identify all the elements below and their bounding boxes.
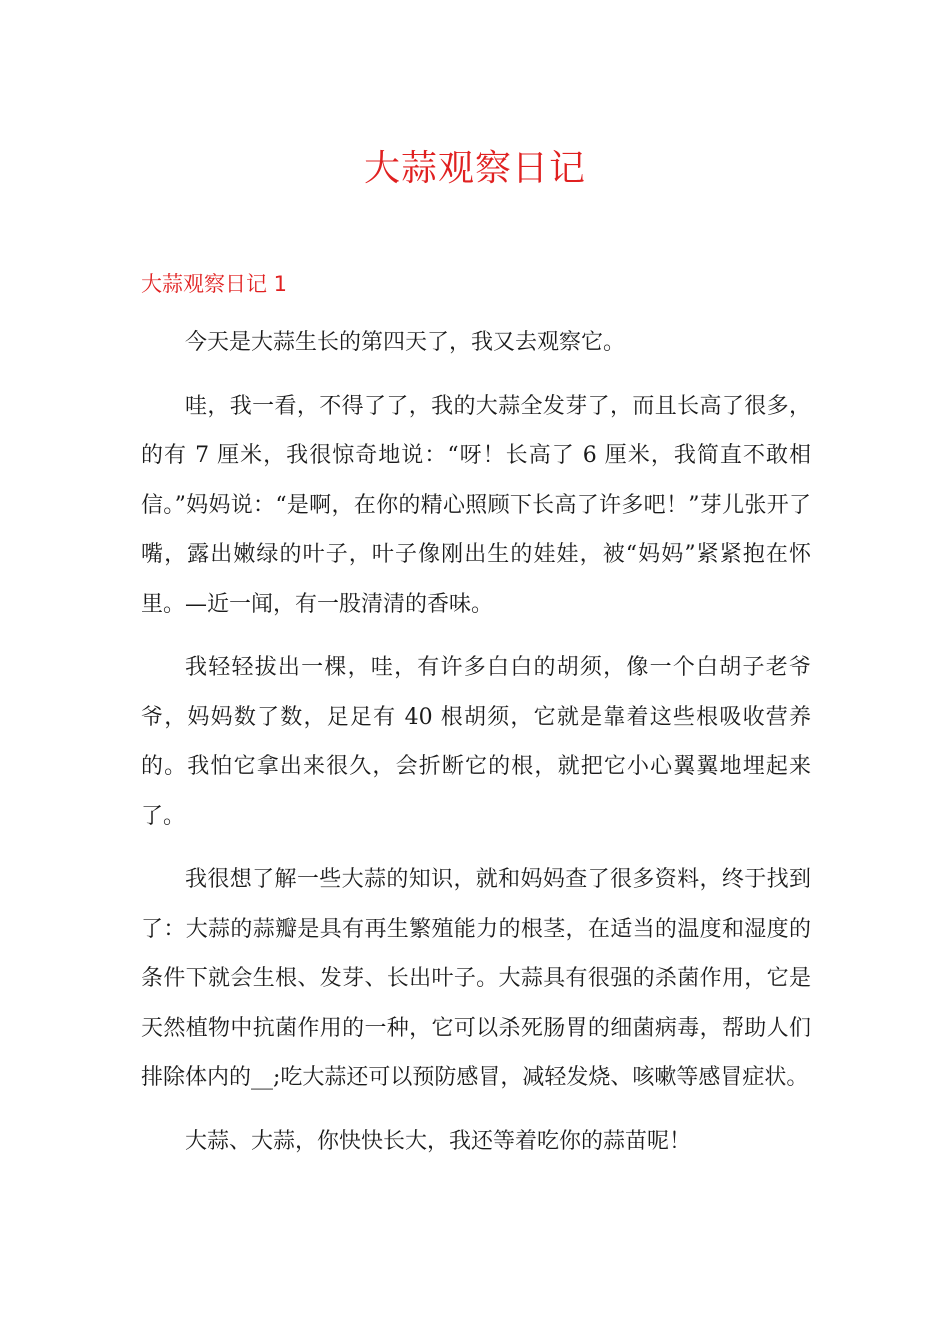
paragraph-5: 大蒜、大蒜，你快快长大，我还等着吃你的蒜苗呢！ (185, 1128, 692, 1154)
document-body (141, 318, 811, 1180)
paragraph-1: 今天是大蒜生长的第四天了，我又去观察它。 (185, 330, 626, 355)
paragraph-2: 哇，我一看，不得了了，我的大蒜全发芽了，而且长高了很多，的有 7 厘米，我很惊奇地说：“呀！长高了 6 厘米，我简直不敢相信。”妈妈说：“是啊，在你的精心照顾下长高了许多吧！”芽儿张开了嘴，露出嫩绿的叶子，叶子像刚出生的娃娃，被“妈妈”紧紧抱在怀里。—近一闻，有一股清清的香味。 (141, 393, 811, 617)
paragraph-3: 我轻轻拔出一棵，哇，有许多白白的胡须，像一个白胡子老爷爷，妈妈数了数，足足有 40 根胡须，它就是靠着这些根吸收营养的。我怕它拿出来很久，会折断它的根，就把它小心翼翼地埋起来了。 (141, 655, 811, 829)
section-heading: 大蒜观察日记 1 (141, 272, 288, 296)
paragraph-4: 我很想了解一些大蒜的知识，就和妈妈查了很多资料，终于找到了：大蒜的蒜瓣是具有再生繁殖能力的根茎，在适当的温度和湿度的条件下就会生根、发芽、长出叶子。大蒜具有很强的杀菌作用，它是天然植物中抗菌作用的一种，它可以杀死肠胃的细菌病毒，帮助人们排除体内的__;吃大蒜还可以预防感冒，减轻发烧、咳嗽等感冒症状。 (141, 867, 811, 1090)
document-title: 大蒜观察日记 (363, 148, 586, 189)
